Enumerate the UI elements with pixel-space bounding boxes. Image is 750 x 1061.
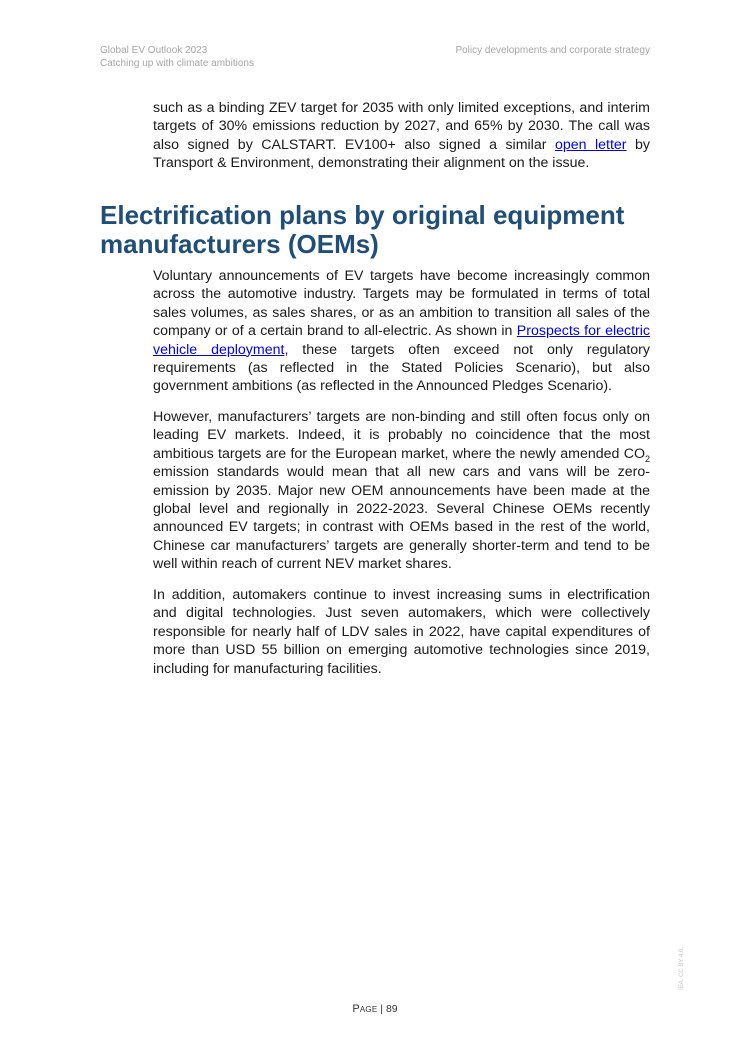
- paragraph-automaker-investment: In addition, automakers continue to invest increasing sums in electrification and digital technologies. Just seven automakers, which were collectively responsible for nearly half of LDV sales in 2022, have capital expenditures of more than USD 55 billion on emerging automotive technologies since 2019, including for manufacturing facilities.: [153, 587, 650, 677]
- section-heading: Electrification plans by original equipment manufacturers (OEMs): [100, 200, 625, 259]
- report-subtitle: Catching up with climate ambitions: [100, 58, 254, 69]
- page-number: 89: [385, 1003, 398, 1015]
- paragraph-text: such as a binding ZEV target for 2035 with only limited exceptions, and interim targets of 30% emissions reduction by 2027, and 65% by 2030. The call was also signed by CALSTART. EV100+ also signed a similar: [153, 100, 650, 153]
- paragraph-text: , these targets often exceed not only regulatory requirements (as reflected in the Stated Policies Scenario), but also government ambitions (as reflected in the Announced Pledges Scenario).: [153, 341, 651, 395]
- paragraph-zev-target: [153, 99, 650, 173]
- page-separator: |: [377, 1003, 386, 1015]
- running-header-section: Policy developments and corporate strategy: [455, 45, 650, 56]
- page-label: Page: [352, 1003, 378, 1015]
- report-title: Global EV Outlook 2023: [100, 45, 208, 56]
- paragraph-manufacturer-targets: [153, 408, 650, 574]
- paragraph-text: Voluntary announcements of EV targets have become increasingly common across the automotive industry. Targets may be formulated in terms of total sales volumes, as sales shares, or as an ambition to transition all sales of the company or of a certain brand to all-electric. As shown in: [153, 268, 650, 340]
- license-notice: IEA. CC BY 4.0.: [679, 947, 685, 990]
- prospects-link[interactable]: Prospects for electric vehicle deployment: [153, 323, 651, 358]
- page-footer: [0, 1003, 750, 1015]
- running-header-left: [100, 44, 254, 70]
- paragraph-text: However, manufacturers’ targets are non-binding and still often focus only on leading EV markets. Indeed, it is probably no coincidence that the most ambitious targets are for the European market, where the newly amended CO: [153, 409, 650, 462]
- open-letter-link[interactable]: open letter: [554, 136, 627, 153]
- paragraph-voluntary-announcements: [153, 267, 650, 396]
- paragraph-text: by Transport & Environment, demonstrating their alignment on the issue.: [153, 136, 650, 172]
- paragraph-text: emission standards would mean that all new cars and vans will be zero-emission by 2035. Major new OEM announcements have been made at the global level and regionally in 2022-2023. Several Chinese OEMs recently announced EV targets; in contrast with OEMs based in the rest of the world, Chinese car manufacturers’ targets are generally shorter-term and tend to be well within reach of current NEV market shares.: [153, 464, 650, 573]
- subscript-2: 2: [644, 453, 650, 464]
